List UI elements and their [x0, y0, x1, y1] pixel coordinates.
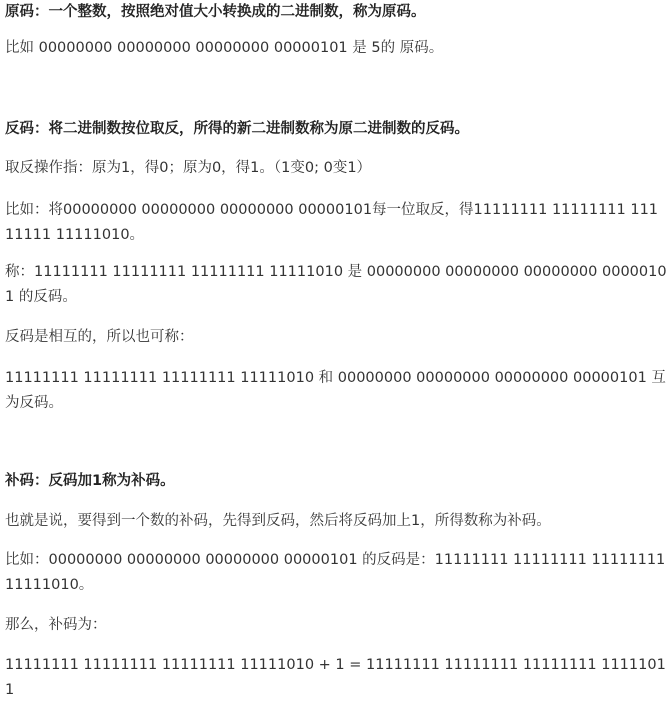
paragraph: 取反操作指：原为1，得0；原为0，得1。（1变0; 0变1） [5, 160, 372, 176]
paragraph: 比如 00000000 00000000 00000000 00000101 是 5的 原码。 [5, 40, 444, 56]
section-heading-original-code: 原码：一个整数，按照绝对值大小转换成的二进制数，称为原码。 [5, 4, 426, 20]
paragraph: 反码是相互的，所以也可称： [5, 329, 194, 345]
paragraph: 称：11111111 11111111 11111111 11111010 是 00000000 00000000 00000000 00000101 的反码。 [5, 264, 667, 305]
paragraph: 也就是说，要得到一个数的补码，先得到反码，然后将反码加上1，所得数称为补码。 [5, 513, 551, 529]
paragraph: 比如：将00000000 00000000 00000000 00000101每一位取反，得11111111 11111111 11111111 11111010。 [5, 202, 659, 243]
paragraph: 那么，补码为： [5, 617, 107, 633]
section-heading-twos-complement: 补码：反码加1称为补码。 [5, 473, 175, 489]
paragraph: 比如：00000000 00000000 00000000 00000101 的反码是：11111111 11111111 11111111 11111010。 [5, 552, 666, 593]
section-heading-ones-complement: 反码：将二进制数按位取反，所得的新二进制数称为原二进制数的反码。 [5, 121, 469, 137]
paragraph: 11111111 11111111 11111111 11111010 和 00000000 00000000 00000000 00000101 互为反码。 [5, 370, 666, 411]
paragraph: 11111111 11111111 11111111 11111010 + 1 = 11111111 11111111 11111111 11111011 [5, 657, 666, 698]
